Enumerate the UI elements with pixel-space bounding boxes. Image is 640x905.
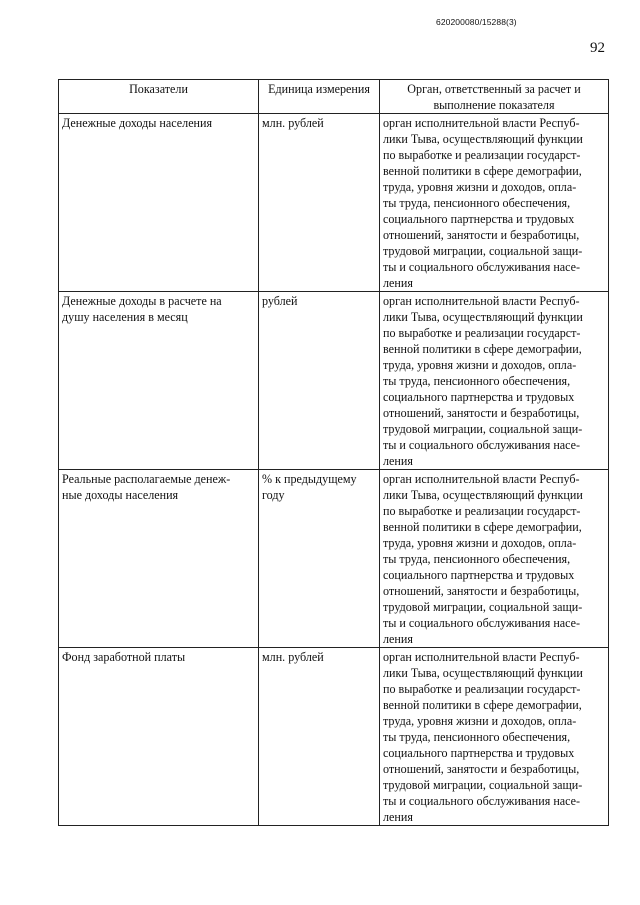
- unit-cell: % к предыдущему году: [259, 470, 380, 648]
- unit-cell: млн. рублей: [259, 114, 380, 292]
- responsible-body-cell: орган исполнительной власти Респуб- лики Тыва, осуществляющий функции по выработке и реализации государст- венной политики в сфере демографии, труда, уровня жизни и доходов, опла- ты труда, пенсионного обеспечения, социального партнерства и трудовых отношений, занятости и безработицы, трудовой миграции, социальной защи- ты и социального обслуживания насе- ления: [380, 292, 609, 470]
- indicator-cell: Фонд заработной платы: [59, 648, 259, 826]
- page-number: 92: [590, 40, 605, 56]
- column-header-indicator: Показатели: [59, 80, 259, 114]
- indicator-cell: Денежные доходы населения: [59, 114, 259, 292]
- indicators-table: [58, 79, 609, 826]
- responsible-body-cell: орган исполнительной власти Респуб- лики Тыва, осуществляющий функции по выработке и реализации государст- венной политики в сфере демографии, труда, уровня жизни и доходов, опла- ты труда, пенсионного обеспечения, социального партнерства и трудовых отношений, занятости и безработицы, трудовой миграции, социальной защи- ты и социального обслуживания насе- ления: [380, 470, 609, 648]
- indicator-cell: Реальные располагаемые денеж- ные доходы населения: [59, 470, 259, 648]
- document-id: 620200080/15288(3): [436, 17, 517, 27]
- responsible-body-cell: орган исполнительной власти Респуб- лики Тыва, осуществляющий функции по выработке и реализации государст- венной политики в сфере демографии, труда, уровня жизни и доходов, опла- ты труда, пенсионного обеспечения, социального партнерства и трудовых отношений, занятости и безработицы, трудовой миграции, социальной защи- ты и социального обслуживания насе- ления: [380, 114, 609, 292]
- unit-cell: млн. рублей: [259, 648, 380, 826]
- table-header-row: [59, 80, 609, 114]
- unit-cell: рублей: [259, 292, 380, 470]
- table-row: [59, 292, 609, 470]
- table-row: [59, 470, 609, 648]
- table-row: [59, 114, 609, 292]
- indicator-cell: Денежные доходы в расчете на душу населения в месяц: [59, 292, 259, 470]
- column-header-responsible-body: Орган, ответственный за расчет и выполнение показателя: [380, 80, 609, 114]
- table-row: [59, 648, 609, 826]
- responsible-body-cell: орган исполнительной власти Респуб- лики Тыва, осуществляющий функции по выработке и реализации государст- венной политики в сфере демографии, труда, уровня жизни и доходов, опла- ты труда, пенсионного обеспечения, социального партнерства и трудовых отношений, занятости и безработицы, трудовой миграции, социальной защи- ты и социального обслуживания насе- ления: [380, 648, 609, 826]
- column-header-unit: Единица измерения: [259, 80, 380, 114]
